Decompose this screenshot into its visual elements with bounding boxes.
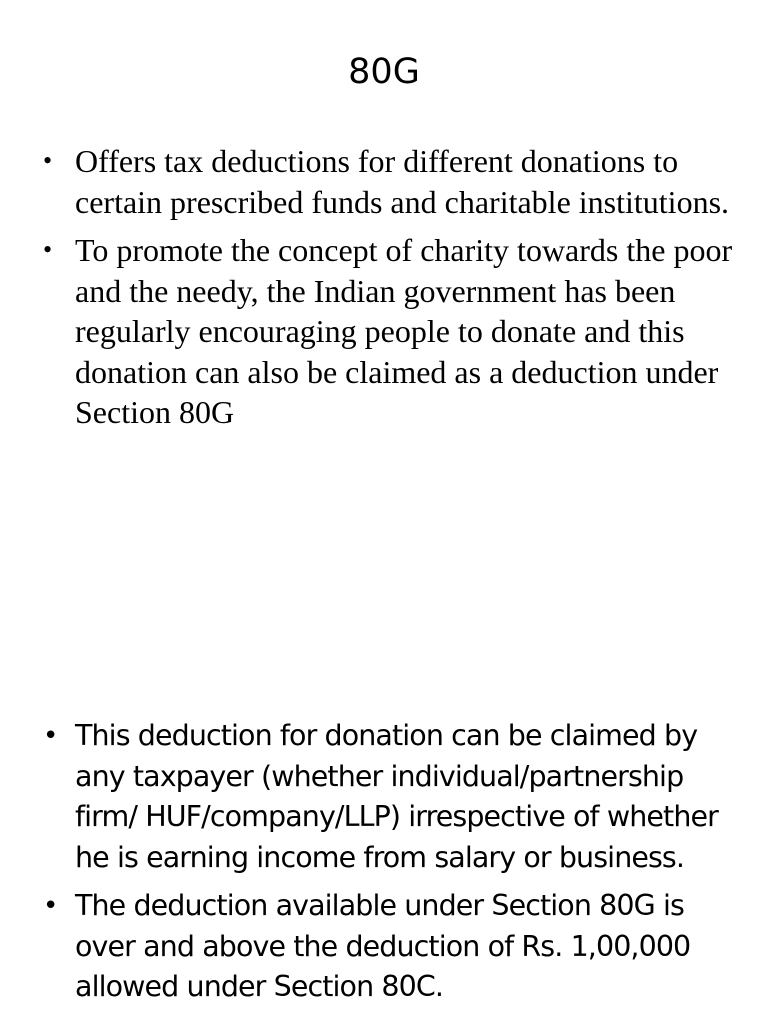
bullet-icon: • xyxy=(43,146,53,175)
slide-title: 80G xyxy=(348,52,420,92)
list-item xyxy=(0,886,768,1008)
list-item xyxy=(0,716,768,878)
bullet-text: The deduction available under Section 80G is over and above the deduction of Rs. 1,00,000 allowed under Section 80C. xyxy=(75,889,691,1003)
bullet-icon: • xyxy=(43,721,59,751)
bullet-text: To promote the concept of charity towards the poor and the needy, the Indian government has been regularly encouraging people to donate and this donation can also be claimed as a deduction under Section 80G xyxy=(75,232,733,430)
list-item xyxy=(0,230,768,433)
bullet-text: This deduction for donation can be claimed by any taxpayer (whether individual/partnership firm/ HUF/company/LLP) irrespective of whether he is earning income from salary or business. xyxy=(75,719,718,874)
bullet-list xyxy=(0,141,768,441)
bullet-icon: • xyxy=(43,235,53,264)
bullet-text: Offers tax deductions for different donations to certain prescribed funds and charitable institutions. xyxy=(75,143,730,220)
bullet-list xyxy=(0,716,768,1016)
list-item xyxy=(0,141,768,222)
bullet-icon: • xyxy=(43,891,59,921)
